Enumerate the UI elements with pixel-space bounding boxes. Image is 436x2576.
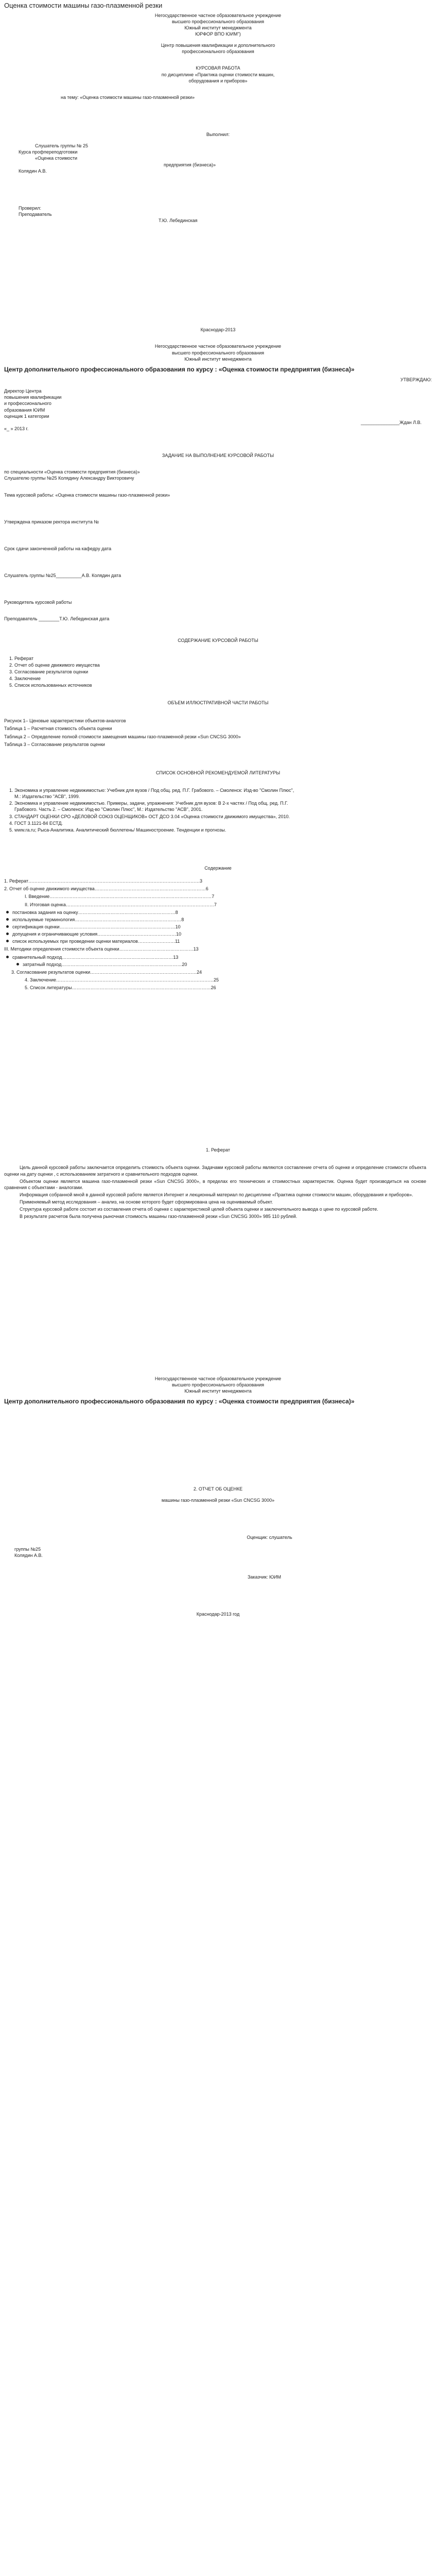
document-title: Оценка стоимости машины газо-плазменной резки xyxy=(4,2,163,9)
toc-line: 4. Заключение…………………………………………………………………………………………25 xyxy=(25,977,219,982)
appraiser-group: группы №25 xyxy=(14,1546,41,1552)
list-item: 5. Список использованных источников xyxy=(14,682,432,688)
assignment-deadline: Срок сдачи законченной работы на кафедру дата xyxy=(4,546,112,551)
director-line: оценщик 1 категории xyxy=(4,413,49,419)
coursework-contents xyxy=(4,637,432,688)
work-topic: на тему: «Оценка стоимости машины газо-плазменной резки» xyxy=(61,94,195,100)
done-label: Выполнил: xyxy=(206,131,230,137)
title-page xyxy=(4,12,432,333)
abstract-section xyxy=(4,1147,432,1219)
toc-bullet-item: сравнительный подход………………………………………………………………13 xyxy=(4,954,432,960)
director-line: повышения квалификации xyxy=(4,395,62,400)
toc-bullet-item: допущения и ограничивающие условия……………………………………………10 xyxy=(4,931,432,937)
toc-heading: Содержание xyxy=(204,866,232,871)
abstract-heading: 1. Реферат xyxy=(206,1147,230,1153)
toc-bullets xyxy=(4,954,432,960)
table-of-contents xyxy=(4,865,432,991)
author-name: Колядин А.В. xyxy=(19,168,47,174)
teacher-name: Т.Ю. Лебединская xyxy=(159,218,198,224)
director-line: образования ЮИМ xyxy=(4,407,45,413)
course-line: «Оценка стоимости xyxy=(35,156,78,161)
illustrations-section xyxy=(4,700,432,748)
center-line: Центр повышения квалификации и дополнительного xyxy=(161,43,275,48)
list-item: 4. ГОСТ 3.1121-84 ЕСТД. xyxy=(14,820,432,826)
literature-list xyxy=(4,787,432,833)
report-header xyxy=(4,1376,432,1406)
contents-list xyxy=(4,655,432,689)
list-item: 2. Экономика и управление недвижимостью. Примеры, задачи, упражнения: Учебник для вузов: В 2-х частях / Под общ. ред. П.Г. Грабового. Часть 2. – Смоленск: Изд-во "Смолин Плюс", М.: Издательство "АСВ", 2001. xyxy=(14,800,432,812)
assignment-listener: Слушателю группы №25 Колядину Александру Викторовичу xyxy=(4,476,134,481)
org-line: Негосударственное частное образовательное учреждение xyxy=(154,12,282,18)
toc-line: 5. Список литературы………………………………………………………………………………26 xyxy=(25,985,216,991)
literature-section xyxy=(4,770,432,833)
student-line: Слушатель группы № 25 xyxy=(35,143,89,149)
toc-line: II. Итоговая оценка……………………………………………………………………………………7 xyxy=(25,902,217,907)
abstract-paragraph: Объектом оценки является машина газо-плазменной резки «Sun CNCSG 3000», в пределах его технических и стоимостных характеристик. Оценка будет производиться на основе сравнения с объектами - аналогами. xyxy=(4,1178,426,1190)
assignment-heading: ЗАДАНИЕ НА ВЫПОЛНЕНИЕ КУРСОВОЙ РАБОТЫ xyxy=(162,453,274,459)
toc-bullet-item: сертификация оценки…………………………………………………………………10 xyxy=(4,924,432,930)
literature-heading: СПИСОК ОСНОВНОЙ РЕКОМЕНДУЕМОЙ ЛИТЕРАТУРЫ xyxy=(155,770,281,775)
discipline-line: по дисциплине «Практика оценки стоимости машин, xyxy=(161,72,275,77)
abstract-paragraph: В результате расчетов была получена рыночная стоимость машины газо-плазменной резки «Sun CNCSG 3000» 985 110 рублей. xyxy=(20,1214,298,1219)
toc-line: I. Введение……………………………………………………………………………………………7 xyxy=(25,894,215,900)
report-heading: 2. ОТЧЕТ ОБ ОЦЕНКЕ xyxy=(193,1486,243,1492)
toc-bullet-item: используемые терминология……………………………………………………………8 xyxy=(4,917,432,923)
director-sign: _______________Ждан Л.В. xyxy=(360,419,422,425)
city-year: Краснодар-2013 xyxy=(200,327,236,333)
contents-heading: СОДЕРЖАНИЕ КУРСОВОЙ РАБОТЫ xyxy=(178,638,258,643)
org-line: Негосударственное частное образовательное учреждение xyxy=(154,344,282,349)
list-item: 2. Отчет об оценке движимого имущества xyxy=(14,662,432,668)
list-item: 4. Заключение xyxy=(14,675,432,682)
toc-bullet-item: список используемых при проведении оценки материалов……………………11 xyxy=(4,938,432,944)
course-line: предприятия (бизнеса)» xyxy=(164,162,216,167)
checked-label: Проверил: xyxy=(19,205,41,211)
abstract-paragraph: Информация собранной мной в данной курсовой работе является Интернет и лекционный материал по дисциплине «Практика оценки стоимости машин, оборудования и приборов». xyxy=(20,1192,413,1197)
toc-line: 3. Согласование результатов оценки……………………………………………………………24 xyxy=(11,969,202,975)
toc-bullet-item: затратный подход……………………………………………………………………20 xyxy=(14,961,432,968)
city-year: Краснодар-2013 год xyxy=(196,1612,240,1617)
org-line: ЮРФОР ВПО ЮИМ") xyxy=(195,31,241,37)
supervisor-label: Руководитель курсовой работы xyxy=(4,600,72,605)
teacher-label: Преподаватель xyxy=(19,211,52,217)
toc-line: III. Методики определения стоимости объекта оценки…………………………………………13 xyxy=(4,946,199,952)
illustrations-heading: ОБЪЕМ ИЛЛЮСТРАТИВНОЙ ЧАСТИ РАБОТЫ xyxy=(167,700,269,706)
org-line: Южный институт менеджмента xyxy=(184,1388,252,1394)
list-item: Таблица 2 – Определение полной стоимости замещения машины газо-плазменной резки «Sun CNCSG 3000» xyxy=(4,734,241,739)
org-line: высшего профессионального образования xyxy=(171,350,265,355)
org-line: высшего профессионального образования xyxy=(171,19,265,24)
work-title: КУРСОВАЯ РАБОТА xyxy=(196,65,240,71)
date-line: «_ » 2013 г. xyxy=(4,426,29,431)
toc-line: 1. Реферат…………………………………………………………………………………………………3 xyxy=(4,878,202,884)
appraiser-label: Оценщик: слушатель xyxy=(247,1535,292,1540)
appraiser-name: Колядин А.В. xyxy=(14,1552,43,1558)
toc-bullet-item: постановка задания на оценку………………………………………………………8 xyxy=(4,909,432,916)
org-line: Негосударственное частное образовательное учреждение xyxy=(154,1376,282,1381)
abstract-paragraph: Применяемый метод исследования – анализ, на основе которого будет сформирована цена на оцениваемый объект. xyxy=(20,1199,273,1205)
assignment-header xyxy=(4,343,432,432)
assignment-order: Утверждена приказом ректора института № xyxy=(4,519,99,524)
report-subject: машины газо-плазменной резки «Sun CNCSG 3000» xyxy=(161,1498,275,1503)
list-item: 5. www.ra.ru; Рыса-Аналитика. Аналитический бюллетень/ Машиностроение. Тенденции и прогнозы. xyxy=(14,827,432,833)
toc-bullets xyxy=(4,909,432,945)
abstract-paragraph: Цель данной курсовой работы заключается определить стоимость объекта оценки. Задачами курсовой работы являются составление отчета об оценке и определение стоимости объекта оценки на дату оценки , с использованием затратного и сравнительного подходов оценки. xyxy=(4,1165,426,1177)
list-item: 1. Экономика и управление недвижимостью: Учебник для вузов / Под общ. ред. П.Г. Грабового. – Смоленск: Изд-во "Смолин Плюс", М.: Издательство "АСВ", 1999. xyxy=(14,787,432,800)
list-item: 1. Реферат xyxy=(14,655,432,662)
org-line: Южный институт менеджмента xyxy=(184,25,252,30)
listener-signature: Слушатель группы №25__________А.В. Колядин дата xyxy=(4,572,121,578)
list-item: 3. Согласование результатов оценки xyxy=(14,669,432,675)
assignment-topic: Тема курсовой работы: «Оценка стоимости машины газо-плазменной резки» xyxy=(4,492,170,498)
center-line: профессионального образования xyxy=(182,49,254,55)
course-line: Курса профпереподготовки xyxy=(19,149,78,155)
report-title-page xyxy=(4,1486,432,1617)
discipline-line: оборудования и приборов» xyxy=(188,78,248,83)
center-heading: Центр дополнительного профессионального образования по курсу : «Оценка стоимости предприятия (бизнеса)» xyxy=(4,365,355,373)
list-item: 3. СТАНДАРТ ОЦЕНКИ СРО «ДЕЛОВОЙ СОЮЗ ОЦЕНЩИКОВ» ОСТ ДСО 3.04 «Оценка стоимости движимого имущества», 2010. xyxy=(14,814,432,820)
list-item: Таблица 1 – Расчетная стоимость объекта оценки xyxy=(4,726,112,732)
approve-label: УТВЕРЖДАЮ: xyxy=(400,377,432,382)
assignment-section xyxy=(4,452,432,622)
teacher-signature: Преподаватель ________Т.Ю. Лебединская дата xyxy=(4,616,110,622)
toc-bullets xyxy=(4,961,432,968)
toc-line: 2. Отчет об оценке движимого имущества………………………………………………………………6 xyxy=(4,886,208,892)
director-line: и профессионального xyxy=(4,401,51,406)
list-item: Таблица 3 – Согласование результатов оценки xyxy=(4,741,105,747)
customer-label: Заказчик: ЮИМ xyxy=(247,1574,282,1580)
abstract-paragraph: Структура курсовой работе состоит из составления отчета об оценке с характеристикой целей объекта оценки и заключительного вывода о цене по курсовой работе. xyxy=(20,1207,378,1212)
org-line: Южный институт менеджмента xyxy=(184,356,252,362)
org-line: высшего профессионального образования xyxy=(171,1382,265,1387)
list-item: Рисунок 1– Ценовые характеристики объектов-аналогов xyxy=(4,718,126,724)
director-line: Директор Центра xyxy=(4,388,42,394)
assignment-spec: по специальности «Оценка стоимости предприятия (бизнеса)» xyxy=(4,469,140,475)
center-heading: Центр дополнительного профессионального образования по курсу : «Оценка стоимости предприятия (бизнеса)» xyxy=(4,1397,355,1405)
